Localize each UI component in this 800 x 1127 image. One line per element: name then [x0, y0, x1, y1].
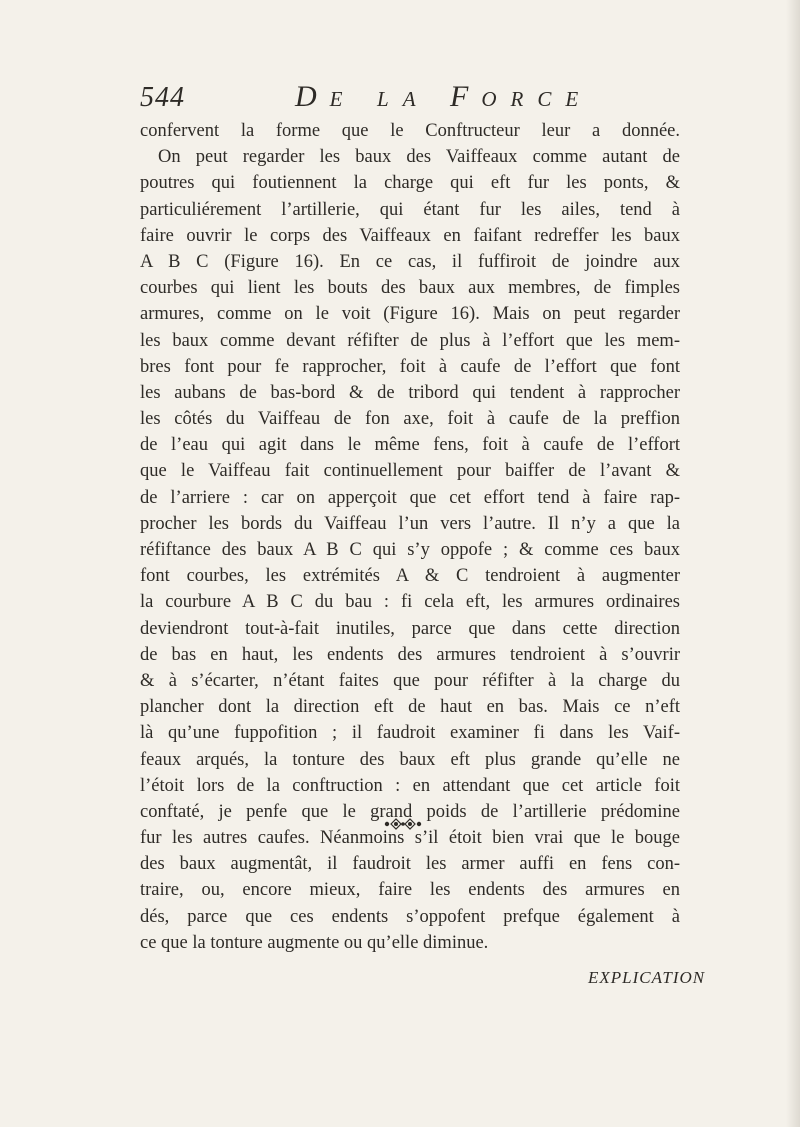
page-header — [140, 78, 680, 118]
running-title-letter: C — [537, 87, 566, 111]
running-title-letter: L — [377, 87, 403, 111]
text-line: dés, parce que ces endents s’oppofent prefque également à — [140, 906, 680, 927]
catchword: EXPLICATION — [588, 968, 706, 987]
text-line: de bas en haut, les endents des armures tendroient à s’ouvrir — [140, 644, 680, 665]
text-line: poutres qui foutiennent la charge qui eft fur les ponts, & — [140, 173, 680, 194]
text-line: conftaté, je penfe que le grand poids de l’artillerie prédomine — [140, 801, 680, 822]
text-line: bres font pour fe rapprocher, foit à caufe de l’effort que font — [140, 356, 680, 377]
text-line: ce que la tonture augmente ou qu’elle diminue. — [140, 932, 489, 953]
text-line: feaux arqués, la tonture des baux eft plus grande qu’elle ne — [140, 749, 680, 770]
text-line: traire, ou, encore mieux, faire les endents des armures en — [140, 880, 680, 901]
text-line: On peut regarder les baux des Vaiffeaux comme autant de — [158, 147, 680, 168]
text-line: courbes qui lient les bouts des baux aux membres, de fimples — [140, 278, 680, 299]
text-line: procher les bords du Vaiffeau l’un vers l’autre. Il n’y a que la — [140, 513, 680, 534]
text-line: particuliérement l’artillerie, qui étant fur les ailes, tend à — [140, 199, 680, 220]
running-title-letter: E — [565, 87, 593, 111]
text-line: les baux comme devant réfifter de plus à l’effort que les mem- — [140, 330, 680, 351]
running-title — [295, 80, 592, 114]
running-title-letter: O — [481, 87, 511, 111]
running-title-letter: D — [295, 80, 330, 113]
running-title-letter: R — [510, 87, 538, 111]
text-line: fur les autres caufes. Néanmoins s’il étoit bien vrai que le bouge — [140, 828, 680, 849]
text-line: & à s’écarter, n’étant faites que pour réfifter à la charge du — [140, 670, 680, 691]
running-title-letter: A — [402, 87, 430, 111]
text-line: plancher dont la direction eft de haut en bas. Mais ce n’eft — [140, 697, 680, 718]
text-line: les aubans de bas-bord & de tribord qui tendent à rapprocher — [140, 382, 680, 403]
running-title-letter: F — [450, 80, 482, 113]
text-line: la courbure A B C du bau : fi cela eft, les armures ordinaires — [140, 592, 680, 613]
text-line: l’étoit lors de la conftruction : en attendant que cet article foit — [140, 775, 680, 796]
text-line: réfiftance des baux A B C qui s’y oppofe ; & comme ces baux — [140, 540, 680, 560]
text-line: là qu’une fuppofition ; il faudroit examiner fi dans les Vaif- — [140, 723, 680, 744]
text-line: faire ouvrir le corps des Vaiffeaux en faifant redreffer les baux — [140, 225, 680, 246]
running-title-letter: E — [329, 87, 357, 111]
text-line: confervent la forme que le Conftructeur leur a donnée. — [140, 121, 680, 141]
text-line: font courbes, les extrémités A & C tendroient à augmenter — [140, 566, 680, 587]
fleuron-ornament-icon — [383, 815, 423, 833]
text-line: deviendront tout-à-fait inutiles, parce que dans cette direction — [140, 618, 680, 639]
page-edge-shadow — [786, 0, 800, 1127]
text-line: des baux augmentât, il faudroit les armer auffi en fens con- — [140, 854, 680, 875]
page-number: 544 — [140, 82, 185, 113]
text-line: armures, comme on le voit (Figure 16). Mais on peut regarder — [140, 304, 680, 325]
text-line: de l’arriere : car on apperçoit que cet effort tend à faire rap- — [140, 487, 680, 508]
running-title-space — [430, 80, 451, 113]
running-title-space — [357, 80, 378, 113]
text-line: A B C (Figure 16). En ce cas, il fuffiroit de joindre aux — [140, 251, 680, 272]
text-line: que le Vaiffeau fait continuellement pour baiffer de l’avant & — [140, 461, 680, 482]
text-line: de l’eau qui agit dans le même fens, foit à caufe de l’effort — [140, 435, 680, 456]
text-line: les côtés du Vaiffeau de fon axe, foit à caufe de la preffion — [140, 409, 680, 430]
